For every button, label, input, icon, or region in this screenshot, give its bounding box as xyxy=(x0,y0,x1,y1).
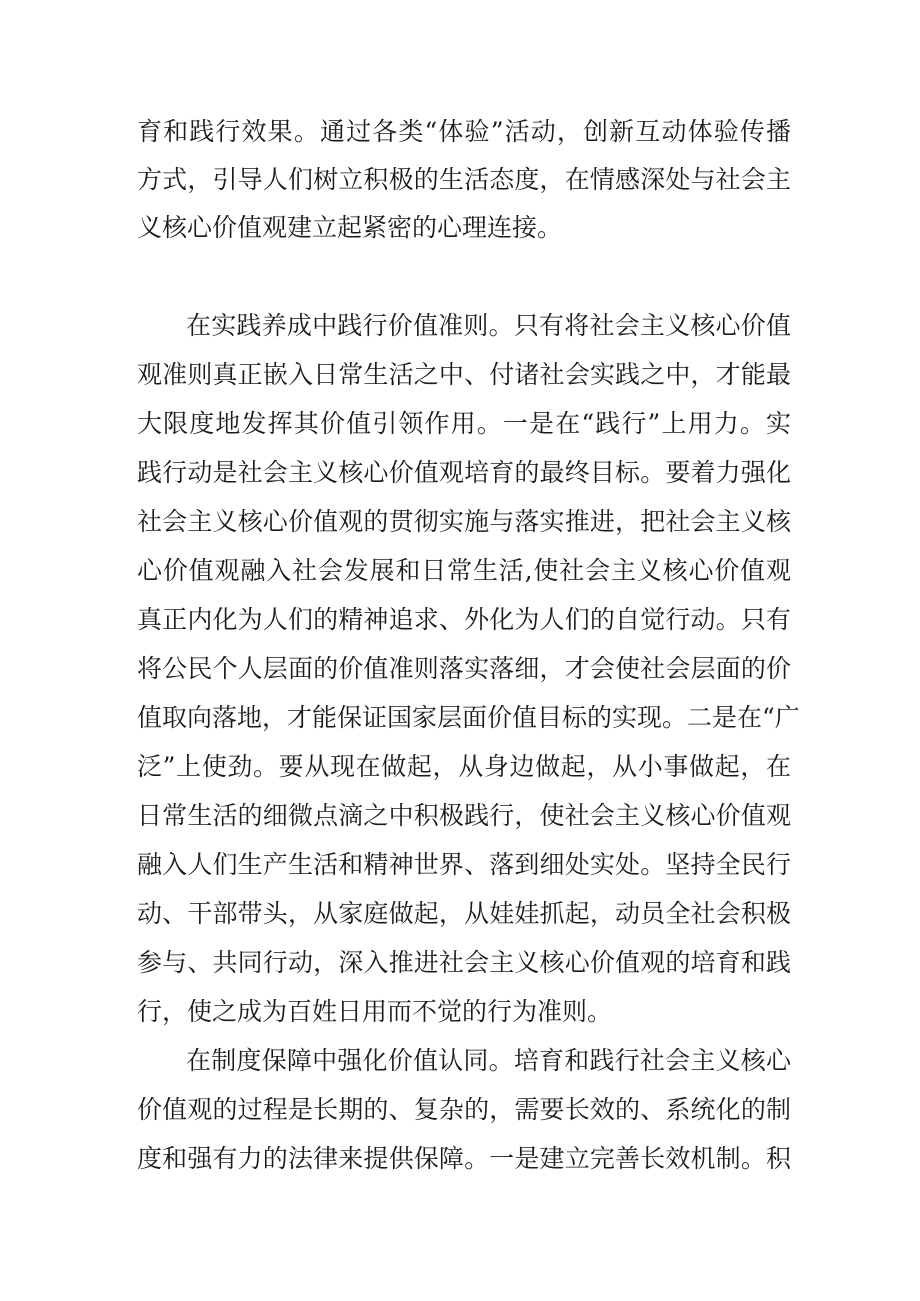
paragraph-2-line-14: 参与、共同行动，深入推进社会主义核心价值观的培育和践 xyxy=(137,948,791,977)
paragraph-2-line-8: 将公民个人层面的价值准则落实落细，才会使社会层面的价 xyxy=(137,654,791,683)
paragraph-2-line-6: 心价值观融入社会发展和日常生活,使社会主义核心价值观 xyxy=(137,556,791,585)
paragraph-2-line-11: 日常生活的细微点滴之中积极践行，使社会主义核心价值观 xyxy=(137,801,791,830)
paragraph-1-line-3: 义核心价值观建立起紧密的心理连接。 xyxy=(137,213,563,242)
paragraph-1-line-2: 方式，引导人们树立积极的生活态度，在情感深处与社会主 xyxy=(137,165,791,194)
paragraph-2-line-2: 观准则真正嵌入日常生活之中、付诸社会实践之中，才能最 xyxy=(137,360,791,389)
paragraph-1-line-1: 育和践行效果。通过各类“体验”活动，创新互动体验传播 xyxy=(137,117,791,146)
paragraph-2-line-7: 真正内化为人们的精神追求、外化为人们的自觉行动。只有 xyxy=(137,605,791,634)
paragraph-2-line-12: 融入人们生产生活和精神世界、落到细处实处。坚持全民行 xyxy=(137,850,791,879)
paragraph-2-line-10: 泛”上使劲。要从现在做起，从身边做起，从小事做起，在 xyxy=(137,752,791,781)
paragraph-2-line-13: 动、干部带头，从家庭做起，从娃娃抓起，动员全社会积极 xyxy=(137,899,791,928)
paragraph-2-line-9: 值取向落地，才能保证国家层面价值目标的实现。二是在“广 xyxy=(137,703,800,732)
paragraph-2-line-15: 行，使之成为百姓日用而不觉的行为准则。 xyxy=(137,997,613,1026)
paragraph-3-line-3: 度和强有力的法律来提供保障。一是建立完善长效机制。积 xyxy=(137,1144,791,1173)
paragraph-3-line-2: 价值观的过程是长期的、复杂的，需要长效的、系统化的制 xyxy=(137,1095,791,1124)
paragraph-3-line-1: 在制度保障中强化价值认同。培育和践行社会主义核心 xyxy=(186,1046,791,1075)
paragraph-2-line-3: 大限度地发挥其价值引领作用。一是在“践行”上用力。实 xyxy=(137,409,791,438)
paragraph-2-line-5: 社会主义核心价值观的贯彻实施与落实推进，把社会主义核 xyxy=(137,507,791,536)
paragraph-2-line-1: 在实践养成中践行价值准则。只有将社会主义核心价值 xyxy=(186,311,791,340)
paragraph-2-line-4: 践行动是社会主义核心价值观培育的最终目标。要着力强化 xyxy=(137,458,791,487)
